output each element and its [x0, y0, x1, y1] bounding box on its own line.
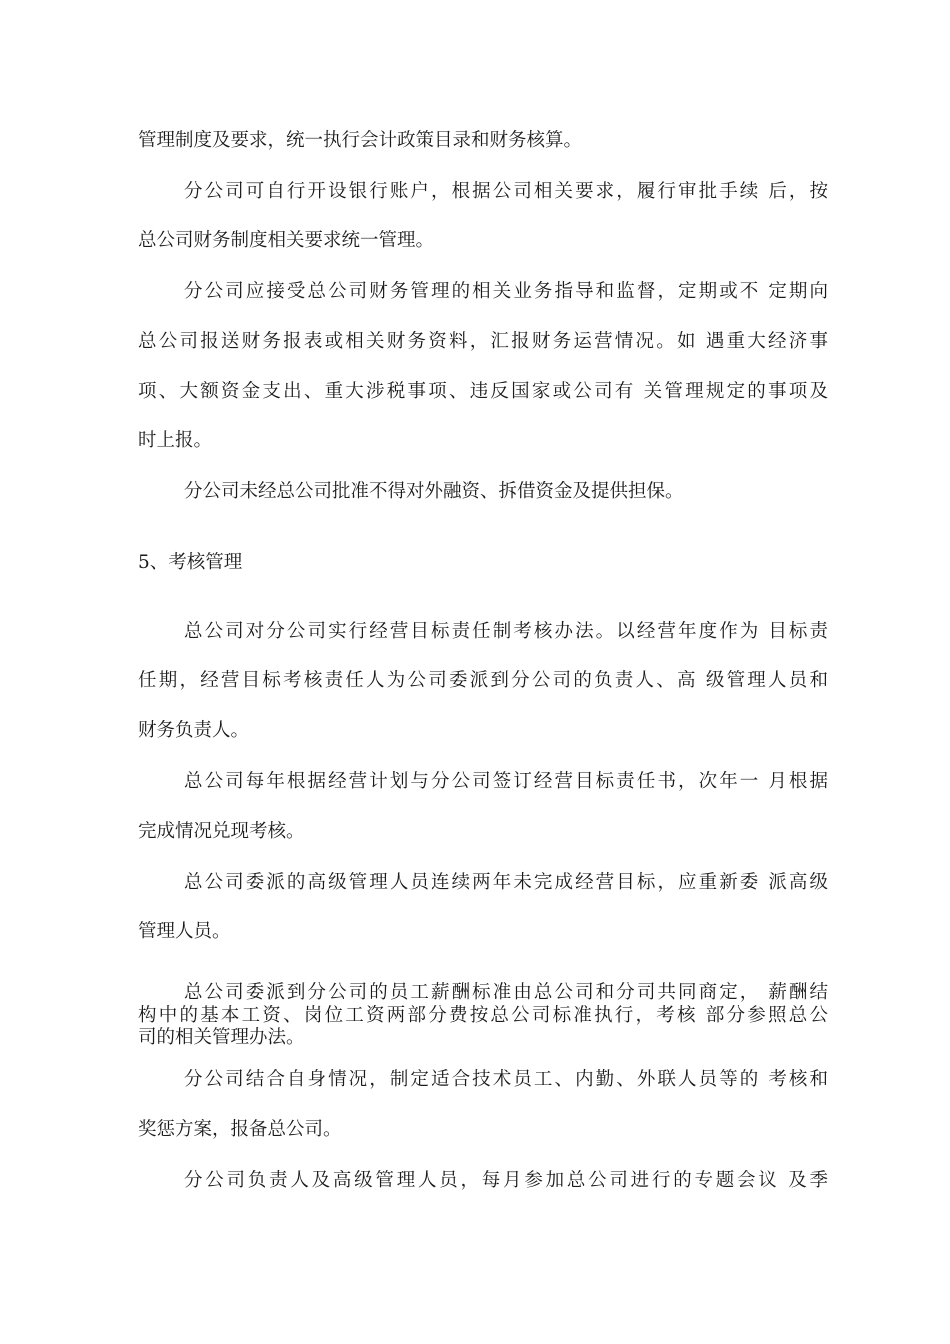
paragraph-7-line-2: 构中的基本工资、岗位工资两部分费按总公司标准执行，考核 部分参照总公: [138, 1005, 828, 1026]
paragraph-5-line-2: 完成情况兑现考核。: [138, 821, 305, 842]
paragraph-1-line-2: 总公司财务制度相关要求统一管理。: [138, 230, 435, 251]
paragraph-2-line-2: 总公司报送财务报表或相关财务资料，汇报财务运营情况。如 遇重大经济事: [138, 331, 828, 352]
paragraph-7-line-3: 司的相关管理办法。: [138, 1027, 305, 1048]
paragraph-2-line-3: 项、大额资金支出、重大涉税事项、违反国家或公司有 关管理规定的事项及: [138, 381, 828, 402]
paragraph-3-line-1: 分公司未经总公司批准不得对外融资、拆借资金及提供担保。: [184, 481, 684, 502]
paragraph-7-line-1: 总公司委派到分公司的员工薪酬标准由总公司和分司共同商定， 薪酬结: [184, 982, 828, 1003]
paragraph-8-line-2: 奖惩方案，报备总公司。: [138, 1119, 342, 1140]
paragraph-4-line-3: 财务负责人。: [138, 720, 250, 741]
paragraph-4-line-1: 总公司对分公司实行经营目标责任制考核办法。以经营年度作为 目标责: [184, 621, 828, 642]
paragraph-8-line-1: 分公司结合自身情况，制定适合技术员工、内勤、外联人员等的 考核和: [184, 1069, 828, 1090]
section-heading-assessment: 5、考核管理: [138, 552, 243, 573]
paragraph-9-line-1: 分公司负责人及高级管理人员，每月参加总公司进行的专题会议 及季: [184, 1170, 828, 1191]
paragraph-6-line-2: 管理人员。: [138, 921, 231, 942]
paragraph-5-line-1: 总公司每年根据经营计划与分公司签订经营目标责任书，次年一 月根据: [184, 771, 828, 792]
paragraph-6-line-1: 总公司委派的高级管理人员连续两年未完成经营目标，应重新委 派高级: [184, 872, 828, 893]
paragraph-1-line-1: 分公司可自行开设银行账户，根据公司相关要求，履行审批手续 后，按: [184, 181, 828, 202]
paragraph-0-line-1: 管理制度及要求，统一执行会计政策目录和财务核算。: [138, 130, 583, 151]
paragraph-2-line-1: 分公司应接受总公司财务管理的相关业务指导和监督，定期或不 定期向: [184, 281, 828, 302]
paragraph-4-line-2: 任期，经营目标考核责任人为公司委派到分公司的负责人、高 级管理人员和: [138, 670, 828, 691]
paragraph-2-line-4: 时上报。: [138, 430, 213, 451]
